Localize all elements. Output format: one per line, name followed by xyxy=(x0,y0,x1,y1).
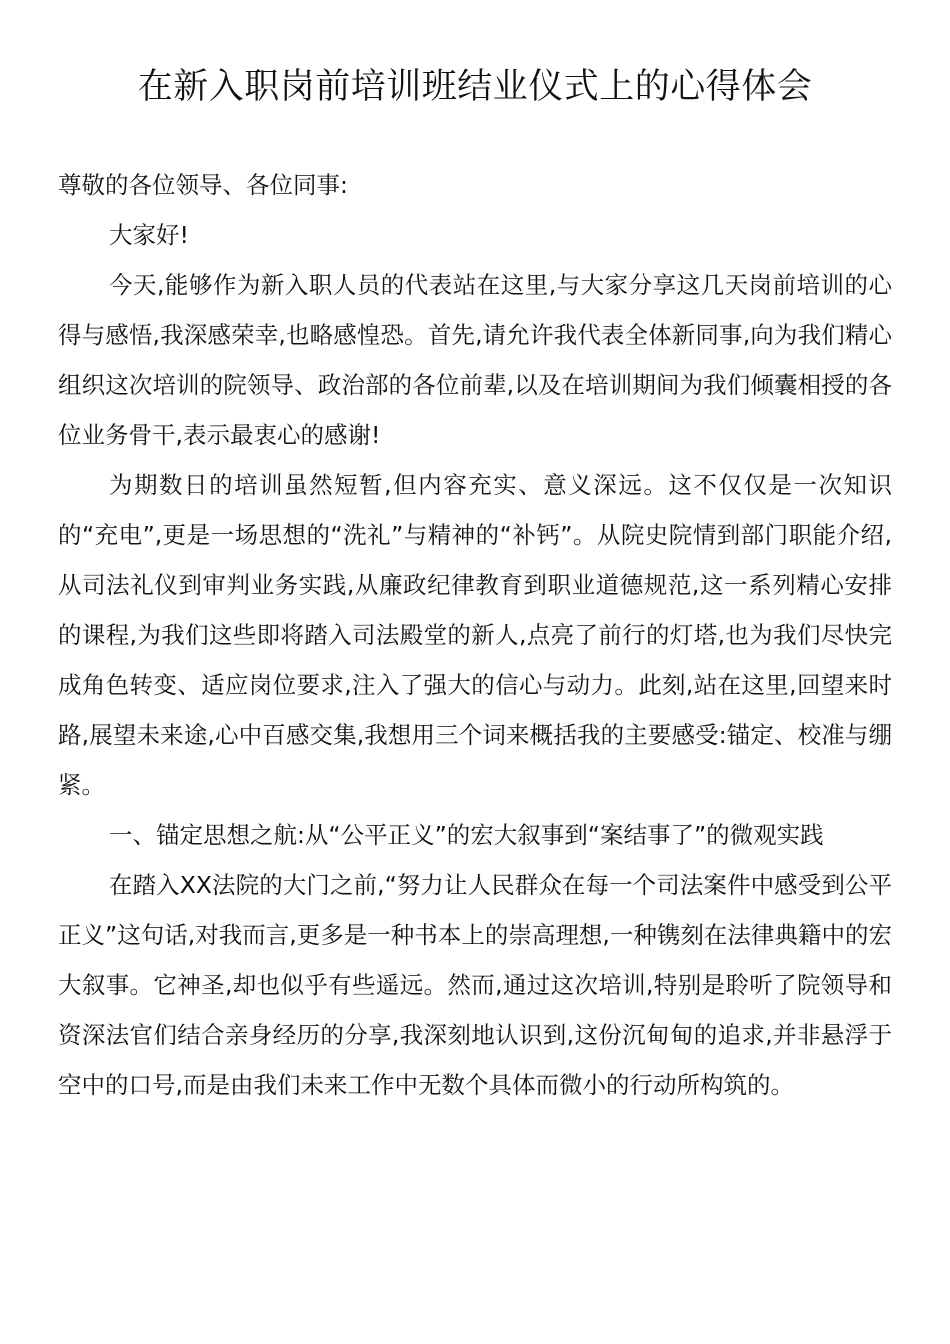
salutation: 尊敬的各位领导、各位同事: xyxy=(58,171,348,199)
document-title: 在新入职岗前培训班结业仪式上的心得体会 xyxy=(137,67,813,107)
paragraph-intro: 今天,能够作为新入职人员的代表站在这里,与大家分享这几天岗前培训的心得与感悟,我深感荣幸,也略感惶恐。首先,请允许我代表全体新同事,向为我们精心组织这次培训的院领导、政治部的各位前辈,以及在培训期间为我们倾囊相授的各位业务骨干,表示最衷心的感谢! xyxy=(58,271,892,449)
paragraph-section-1: 在踏入XX法院的大门之前,“努力让人民群众在每一个司法案件中感受到公平正义”这句话,对我而言,更多是一种书本上的崇高理想,一种镌刻在法律典籍中的宏大叙事。它神圣,却也似乎有些遥远。然而,通过这次培训,特别是聆听了院领导和资深法官们结合亲身经历的分享,我深刻地认识到,这份沉甸甸的追求,并非悬浮于空中的口号,而是由我们未来工作中无数个具体而微小的行动所构筑的。 xyxy=(58,871,892,1099)
section-heading-1: 一、锚定思想之航:从“公平正义”的宏大叙事到“案结事了”的微观实践 xyxy=(109,821,824,849)
document-body xyxy=(58,160,892,1110)
paragraph-training-summary: 为期数日的培训虽然短暂,但内容充实、意义深远。这不仅仅是一次知识的“充电”,更是一场思想的“洗礼”与精神的“补钙”。从院史院情到部门职能介绍,从司法礼仪到审判业务实践,从廉政纪律教育到职业道德规范,这一系列精心安排的课程,为我们这些即将踏入司法殿堂的新人,点亮了前行的灯塔,也为我们尽快完成角色转变、适应岗位要求,注入了强大的信心与动力。此刻,站在这里,回望来时路,展望未来途,心中百感交集,我想用三个词来概括我的主要感受:锚定、校准与绷紧。 xyxy=(58,471,892,799)
greeting: 大家好! xyxy=(109,221,189,249)
